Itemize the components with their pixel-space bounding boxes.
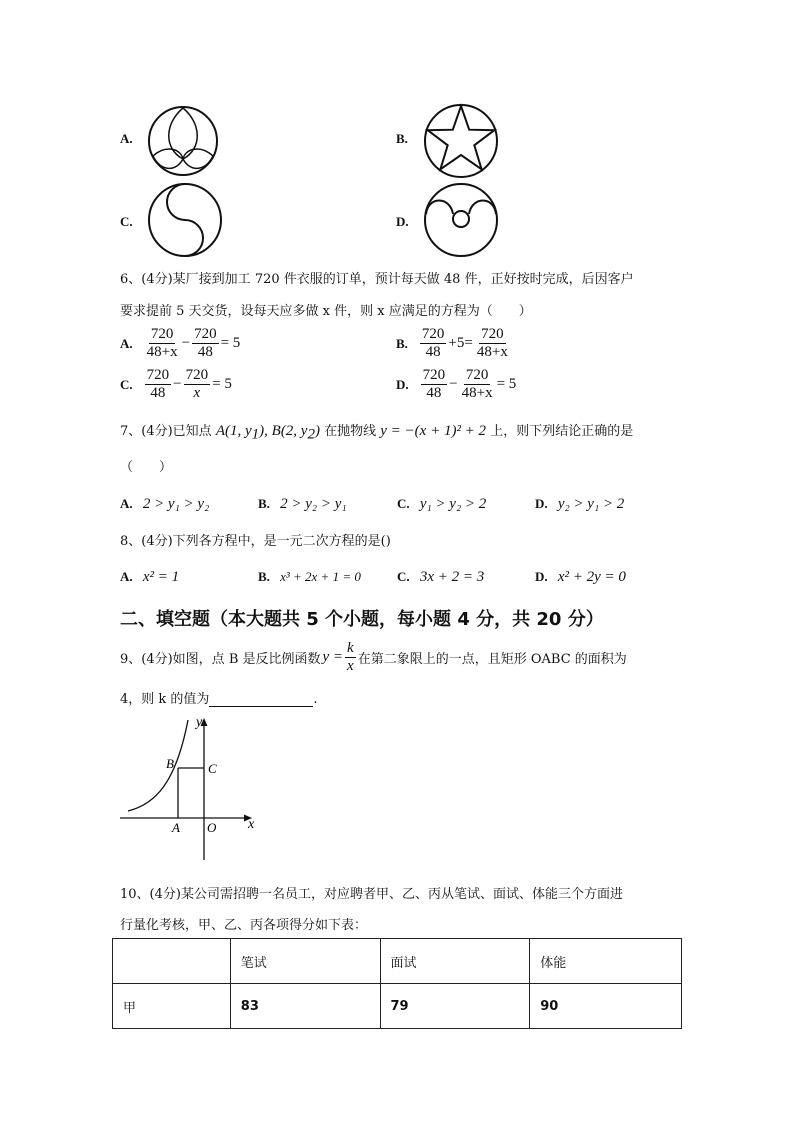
q5-option-b-figure — [422, 102, 500, 180]
table-cell: 83 — [230, 984, 380, 1029]
table-header-cell: 面试 — [380, 939, 530, 984]
fig-c-label: C — [208, 761, 217, 776]
q5-option-d-figure — [422, 181, 500, 259]
fig-b-label: B — [166, 756, 174, 771]
q10-text-line2: 行量化考核，甲、乙、丙各项得分如下表： — [120, 918, 368, 933]
q7-option-b: B. 2 > y₂ > y₁ — [258, 496, 347, 512]
q7-option-c: C. y₁ > y₂ > 2 — [397, 496, 487, 512]
q7-option-d: D. y₂ > y₁ > 2 — [535, 496, 625, 512]
fraction: $\frac{720}{48+x}$ — [146, 326, 178, 360]
fig-a-label: A — [172, 820, 180, 835]
q6-option-b: B. $\frac{720}{48}$ + 5 = $\frac{720}{48+x}$ — [396, 326, 508, 360]
q6-option-a: A. $\frac{720}{48+x}$ − $\frac{720}{48}$ = 5 — [120, 326, 241, 360]
table-cell: 79 — [380, 984, 530, 1029]
q8-stem: 8、(4分)下列各方程中，是一元二次方程的是() — [120, 534, 391, 549]
q6-option-a-label: A. — [120, 335, 133, 351]
q6-text-line1: 6、(4分)某厂接到加工 720 件衣服的订单，预计每天做 48 件，正好按时完成，后因客户 — [120, 272, 634, 287]
q7-option-a: A. 2 > y₁ > y₂ — [120, 496, 210, 512]
fraction: $\frac{720}{x}$ — [185, 367, 209, 401]
q6-option-d: D. $\frac{720}{48}$ − $\frac{720}{48+x}$ = 5 — [396, 367, 517, 401]
fraction: $\frac{720}{48}$ — [421, 326, 445, 360]
section-heading: 二、填空题（本大题共 5 个小题，每小题 4 分，共 20 分） — [120, 609, 604, 630]
fraction: $\frac{720}{48}$ — [422, 367, 446, 401]
table-header-cell — [113, 939, 231, 984]
fraction: $\frac{720}{48}$ — [194, 326, 217, 360]
table-header-cell: 体能 — [530, 939, 682, 984]
q8-option-a: A. x² = 1 — [120, 569, 180, 585]
q5-option-a-figure — [146, 104, 220, 178]
q5-option-c-label: C. — [120, 214, 133, 229]
table-row — [113, 984, 682, 1029]
fig-y-label: y — [196, 715, 203, 730]
q10-text-line1: 10、(4分)某公司需招聘一名员工，对应聘者甲、乙、丙从笔试、面试、体能三个方面进 — [120, 887, 623, 902]
q5-option-b-label: B. — [396, 131, 408, 146]
q8-option-b: B. x³ + 2x + 1 = 0 — [258, 569, 361, 584]
q5-option-a-label: A. — [120, 131, 133, 146]
fraction: $\frac{720}{48+x}$ — [476, 326, 508, 360]
table-header-cell: 笔试 — [230, 939, 380, 984]
q6-option-c: C. $\frac{720}{48}$ − $\frac{720}{x}$ = 5 — [120, 367, 232, 401]
fraction: $\frac{k}{x}$ — [347, 640, 354, 674]
table-cell: 90 — [530, 984, 682, 1029]
q5-option-c-figure — [146, 181, 224, 259]
fig-o-label: O — [207, 820, 217, 835]
q5-option-d-label: D. — [396, 214, 409, 229]
fraction: $\frac{720}{48}$ — [146, 367, 170, 401]
q9-figure — [116, 712, 261, 864]
score-table — [112, 938, 682, 1029]
answer-blank[interactable] — [209, 706, 313, 707]
q9-line2: 4，则 k 的值为 . — [120, 692, 318, 707]
q6-option-c-label: C. — [120, 376, 133, 392]
q9-stem: 9、(4分)如图，点 B 是反比例函数 y = $\frac{k}{x}$ 在第二象限上的一点，且矩形 OABC 的面积为 — [120, 640, 627, 674]
q8-option-c: C. 3x + 2 = 3 — [397, 569, 485, 585]
table-cell: 甲 — [113, 984, 231, 1029]
fraction: $\frac{720}{48+x}$ — [461, 367, 493, 401]
q8-option-d: D. x² + 2y = 0 — [535, 569, 626, 585]
q7-stem: 7、(4分)已知点 A(1, $y_1$), B(2, $y_2$) 在抛物线 y = −(x + 1)² + 2 上，则下列结论正确的是 — [120, 423, 634, 443]
fig-x-label: x — [248, 817, 255, 832]
q6-text-line2: 要求提前 5 天交货，设每天应多做 x 件，则 x 应满足的方程为（ ） — [120, 304, 532, 319]
q6-option-b-label: B. — [396, 335, 408, 351]
q7-paren: （ ） — [120, 460, 173, 475]
q6-option-d-label: D. — [396, 376, 409, 392]
table-header-row — [113, 939, 682, 984]
